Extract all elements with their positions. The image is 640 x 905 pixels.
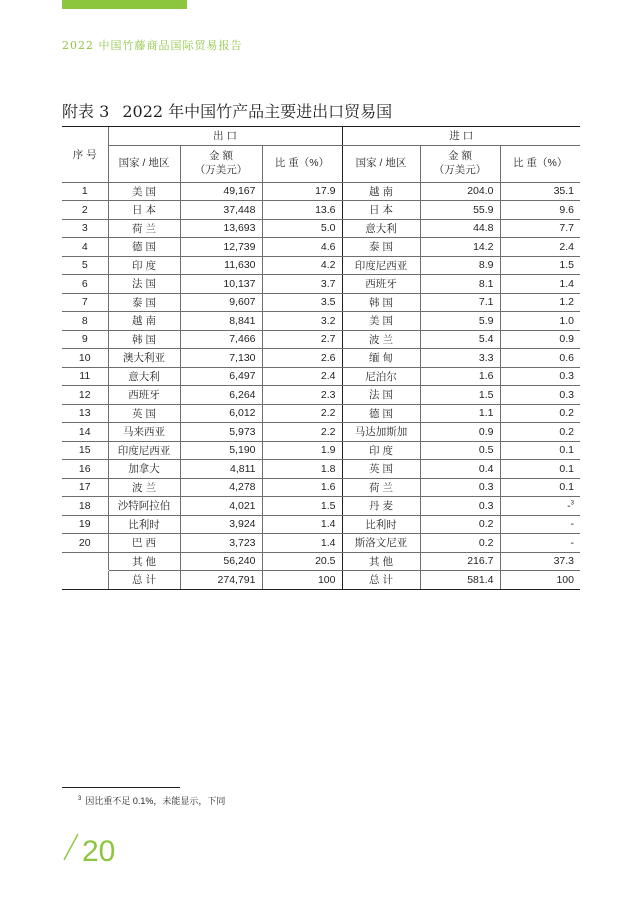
seq-cell: 17 — [62, 478, 108, 497]
footnote-rule — [62, 787, 180, 788]
export-amount-cell: 5,973 — [180, 423, 262, 442]
export-country-cell: 波 兰 — [108, 478, 180, 497]
import-amount-cell: 55.9 — [420, 201, 500, 220]
seq-cell: 15 — [62, 441, 108, 460]
import-share-cell: 7.7 — [500, 219, 580, 238]
export-amount-cell: 9,607 — [180, 293, 262, 312]
seq-cell: 10 — [62, 349, 108, 368]
import-amount-cell: 8.1 — [420, 275, 500, 294]
export-share-cell: 1.9 — [262, 441, 342, 460]
seq-cell: 3 — [62, 219, 108, 238]
import-share-cell: 0.9 — [500, 330, 580, 349]
export-amount-header — [180, 145, 262, 182]
export-share-cell: 17.9 — [262, 182, 342, 201]
export-country-header: 国家 / 地区 — [108, 145, 180, 182]
export-amount-cell: 7,466 — [180, 330, 262, 349]
import-amount-cell: 0.3 — [420, 497, 500, 516]
import-amount-cell: 581.4 — [420, 571, 500, 590]
import-share-cell: 35.1 — [500, 182, 580, 201]
import-amount-cell: 7.1 — [420, 293, 500, 312]
export-country-cell: 意大利 — [108, 367, 180, 386]
import-amount-cell: 5.9 — [420, 312, 500, 331]
table-row — [62, 330, 580, 349]
export-amount-cell: 8,841 — [180, 312, 262, 331]
table-row — [62, 441, 580, 460]
import-share-cell: -$^3$ — [500, 497, 580, 516]
export-share-cell: 1.4 — [262, 515, 342, 534]
table-row — [62, 460, 580, 479]
import-country-cell: 美 国 — [342, 312, 420, 331]
import-share-cell: 1.5 — [500, 256, 580, 275]
footnote-text: 因比重不足 0.1%，未能显示，下同 — [85, 796, 226, 806]
import-share-cell: - — [500, 515, 580, 534]
export-country-cell: 韩 国 — [108, 330, 180, 349]
import-country-cell: 其 他 — [342, 552, 420, 571]
export-amount-cell: 4,811 — [180, 460, 262, 479]
export-share-cell: 2.2 — [262, 404, 342, 423]
export-amount-header-line2: （万美元） — [194, 163, 248, 176]
import-country-cell: 泰 国 — [342, 238, 420, 257]
export-share-cell: 2.6 — [262, 349, 342, 368]
export-share-cell: 3.2 — [262, 312, 342, 331]
import-amount-cell: 216.7 — [420, 552, 500, 571]
export-country-cell: 美 国 — [108, 182, 180, 201]
table-body — [62, 182, 580, 589]
table-row — [62, 312, 580, 331]
export-country-cell: 法 国 — [108, 275, 180, 294]
import-group-header: 进 口 — [342, 127, 580, 146]
import-amount-cell: 8.9 — [420, 256, 500, 275]
import-amount-cell: 0.2 — [420, 515, 500, 534]
export-country-cell: 比利时 — [108, 515, 180, 534]
export-country-cell: 西班牙 — [108, 386, 180, 405]
page-number — [62, 830, 122, 864]
footnote-reference: 3 — [570, 500, 574, 507]
import-country-cell: 韩 国 — [342, 293, 420, 312]
export-country-cell: 泰 国 — [108, 293, 180, 312]
footnote — [78, 794, 225, 807]
import-country-cell: 总 计 — [342, 571, 420, 590]
import-amount-header-line2: （万美元） — [433, 163, 487, 176]
export-amount-header-line1: 金 额 — [209, 150, 233, 163]
table-row — [62, 423, 580, 442]
table-row — [62, 534, 580, 553]
import-country-header: 国家 / 地区 — [342, 145, 420, 182]
seq-column-header: 序 号 — [62, 127, 108, 183]
table-row — [62, 349, 580, 368]
trade-partners-table — [62, 126, 580, 590]
seq-cell — [62, 571, 108, 590]
import-amount-cell: 1.1 — [420, 404, 500, 423]
seq-cell: 2 — [62, 201, 108, 220]
seq-cell: 11 — [62, 367, 108, 386]
export-amount-cell: 5,190 — [180, 441, 262, 460]
export-share-cell: 1.8 — [262, 460, 342, 479]
import-share-cell: 100 — [500, 571, 580, 590]
running-header: 2022 中国竹藤商品国际贸易报告 — [62, 39, 243, 52]
import-country-cell: 比利时 — [342, 515, 420, 534]
table-row — [62, 552, 580, 571]
export-amount-cell: 4,021 — [180, 497, 262, 516]
export-amount-cell: 274,791 — [180, 571, 262, 590]
import-amount-cell: 0.3 — [420, 478, 500, 497]
export-share-cell: 1.5 — [262, 497, 342, 516]
import-share-cell: 2.4 — [500, 238, 580, 257]
seq-cell: 14 — [62, 423, 108, 442]
export-share-cell: 3.7 — [262, 275, 342, 294]
import-share-cell: 0.6 — [500, 349, 580, 368]
export-share-cell: 5.0 — [262, 219, 342, 238]
export-amount-cell: 4,278 — [180, 478, 262, 497]
export-country-cell: 其 他 — [108, 552, 180, 571]
footnote-marker: 3 — [78, 796, 82, 802]
export-country-cell: 巴 西 — [108, 534, 180, 553]
import-country-cell: 荷 兰 — [342, 478, 420, 497]
import-share-cell: 0.1 — [500, 478, 580, 497]
export-country-cell: 印度尼西亚 — [108, 441, 180, 460]
export-share-cell: 2.2 — [262, 423, 342, 442]
seq-cell: 4 — [62, 238, 108, 257]
export-share-cell: 100 — [262, 571, 342, 590]
export-amount-cell: 6,264 — [180, 386, 262, 405]
import-country-cell: 尼泊尔 — [342, 367, 420, 386]
export-country-cell: 加拿大 — [108, 460, 180, 479]
export-share-cell: 1.4 — [262, 534, 342, 553]
import-amount-header — [420, 145, 500, 182]
export-country-cell: 马来西亚 — [108, 423, 180, 442]
export-amount-cell: 10,137 — [180, 275, 262, 294]
seq-cell: 20 — [62, 534, 108, 553]
import-country-cell: 波 兰 — [342, 330, 420, 349]
seq-cell: 16 — [62, 460, 108, 479]
import-amount-cell: 0.2 — [420, 534, 500, 553]
export-country-cell: 日 本 — [108, 201, 180, 220]
export-amount-cell: 3,723 — [180, 534, 262, 553]
export-share-cell: 1.6 — [262, 478, 342, 497]
import-share-cell: 0.2 — [500, 404, 580, 423]
table-row — [62, 497, 580, 516]
table-row — [62, 238, 580, 257]
export-amount-cell: 11,630 — [180, 256, 262, 275]
export-amount-cell: 12,739 — [180, 238, 262, 257]
import-country-cell: 丹 麦 — [342, 497, 420, 516]
import-country-cell: 德 国 — [342, 404, 420, 423]
seq-cell: 13 — [62, 404, 108, 423]
export-share-cell: 2.4 — [262, 367, 342, 386]
import-share-cell: 0.2 — [500, 423, 580, 442]
header-accent-bar — [62, 0, 187, 9]
export-amount-cell: 6,012 — [180, 404, 262, 423]
seq-cell: 1 — [62, 182, 108, 201]
import-amount-cell: 1.5 — [420, 386, 500, 405]
export-country-cell: 印 度 — [108, 256, 180, 275]
seq-cell: 7 — [62, 293, 108, 312]
export-country-cell: 越 南 — [108, 312, 180, 331]
page-number-text: 20 — [82, 835, 116, 864]
table-row — [62, 386, 580, 405]
import-country-cell: 西班牙 — [342, 275, 420, 294]
export-share-cell: 4.2 — [262, 256, 342, 275]
export-country-cell: 澳大利亚 — [108, 349, 180, 368]
seq-cell: 12 — [62, 386, 108, 405]
table-row — [62, 256, 580, 275]
import-amount-cell: 44.8 — [420, 219, 500, 238]
seq-cell: 9 — [62, 330, 108, 349]
export-country-cell: 德 国 — [108, 238, 180, 257]
export-country-cell: 荷 兰 — [108, 219, 180, 238]
table-row — [62, 404, 580, 423]
import-country-cell: 印度尼西亚 — [342, 256, 420, 275]
import-amount-cell: 0.9 — [420, 423, 500, 442]
table-caption — [62, 99, 392, 122]
import-share-cell: 0.3 — [500, 367, 580, 386]
import-share-cell: 9.6 — [500, 201, 580, 220]
import-amount-cell: 5.4 — [420, 330, 500, 349]
import-country-cell: 英 国 — [342, 460, 420, 479]
seq-cell: 18 — [62, 497, 108, 516]
import-amount-cell: 1.6 — [420, 367, 500, 386]
import-amount-cell: 3.3 — [420, 349, 500, 368]
export-amount-cell: 49,167 — [180, 182, 262, 201]
seq-cell — [62, 552, 108, 571]
import-share-cell: 0.1 — [500, 441, 580, 460]
export-country-cell: 沙特阿拉伯 — [108, 497, 180, 516]
import-amount-cell: 14.2 — [420, 238, 500, 257]
export-group-header: 出 口 — [108, 127, 342, 146]
table-row — [62, 219, 580, 238]
import-amount-header-line1: 金 额 — [448, 150, 472, 163]
export-share-cell: 4.6 — [262, 238, 342, 257]
export-share-cell: 2.3 — [262, 386, 342, 405]
import-share-cell: 0.3 — [500, 386, 580, 405]
export-amount-cell: 13,693 — [180, 219, 262, 238]
import-amount-cell: 0.4 — [420, 460, 500, 479]
import-share-cell: 1.4 — [500, 275, 580, 294]
seq-cell: 8 — [62, 312, 108, 331]
import-country-cell: 日 本 — [342, 201, 420, 220]
export-country-cell: 总 计 — [108, 571, 180, 590]
import-share-cell: - — [500, 534, 580, 553]
import-share-cell: 0.1 — [500, 460, 580, 479]
export-share-cell: 2.7 — [262, 330, 342, 349]
table-row — [62, 182, 580, 201]
export-amount-cell: 3,924 — [180, 515, 262, 534]
seq-cell: 6 — [62, 275, 108, 294]
table-row — [62, 275, 580, 294]
import-country-cell: 马达加斯加 — [342, 423, 420, 442]
export-share-header: 比 重（%） — [262, 145, 342, 182]
table-caption-number: 附表 3 — [62, 102, 110, 121]
seq-cell: 5 — [62, 256, 108, 275]
import-country-cell: 意大利 — [342, 219, 420, 238]
import-country-cell: 斯洛文尼亚 — [342, 534, 420, 553]
export-share-cell: 3.5 — [262, 293, 342, 312]
import-share-header: 比 重（%） — [500, 145, 580, 182]
table-row — [62, 571, 580, 590]
import-share-cell: 37.3 — [500, 552, 580, 571]
import-amount-cell: 0.5 — [420, 441, 500, 460]
table-caption-text: 2022 年中国竹产品主要进出口贸易国 — [122, 102, 393, 121]
export-amount-cell: 56,240 — [180, 552, 262, 571]
import-country-cell: 缅 甸 — [342, 349, 420, 368]
seq-cell: 19 — [62, 515, 108, 534]
table-row — [62, 515, 580, 534]
table-row — [62, 201, 580, 220]
table-row — [62, 478, 580, 497]
export-amount-cell: 6,497 — [180, 367, 262, 386]
import-share-cell: 1.0 — [500, 312, 580, 331]
export-share-cell: 13.6 — [262, 201, 342, 220]
export-amount-cell: 7,130 — [180, 349, 262, 368]
import-country-cell: 法 国 — [342, 386, 420, 405]
export-share-cell: 20.5 — [262, 552, 342, 571]
table-row — [62, 293, 580, 312]
import-share-cell: 1.2 — [500, 293, 580, 312]
import-country-cell: 印 度 — [342, 441, 420, 460]
import-amount-cell: 204.0 — [420, 182, 500, 201]
export-amount-cell: 37,448 — [180, 201, 262, 220]
page-number-slash — [64, 834, 78, 860]
table-row — [62, 367, 580, 386]
import-country-cell: 越 南 — [342, 182, 420, 201]
export-country-cell: 英 国 — [108, 404, 180, 423]
